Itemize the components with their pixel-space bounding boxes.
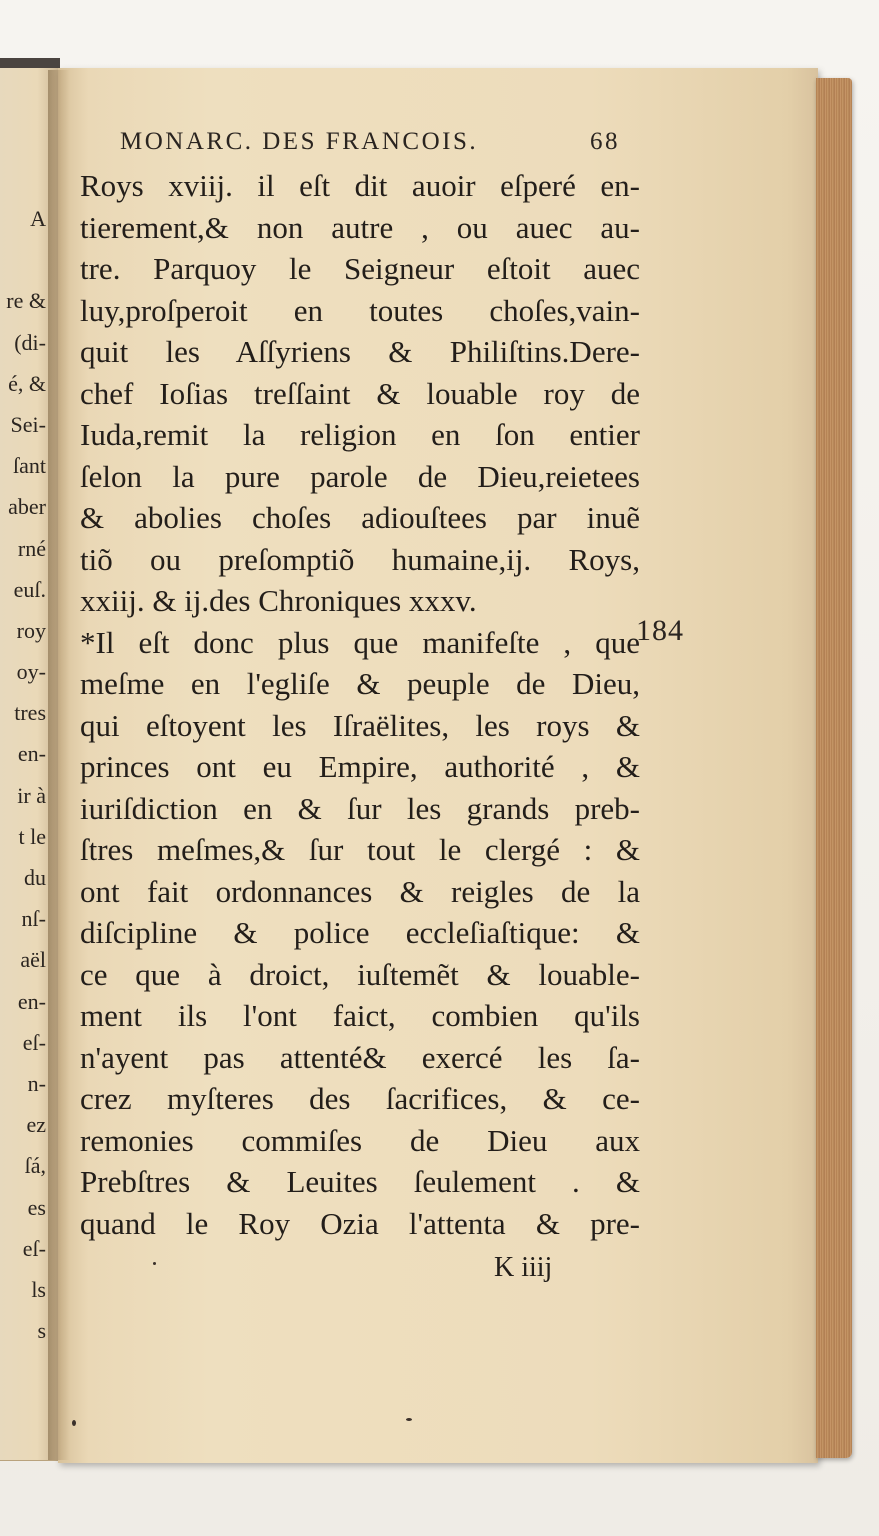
left-page-fragment: ſant	[13, 453, 46, 479]
left-page-fragment: re &	[6, 288, 46, 314]
text-line: diſcipline & police eccleſiaſtique: &	[80, 915, 640, 950]
left-page-fragment: n-	[27, 1070, 46, 1096]
text-line: *Il eſt donc plus que manifeſte , que	[80, 624, 640, 660]
text-line: iuriſdiction en & ſur les grands preb-	[80, 790, 640, 826]
left-page-fragment: du	[24, 865, 46, 890]
text-line: meſme en l'egliſe & peuple de Dieu,	[80, 666, 640, 701]
left-page-fragment: s	[37, 1318, 46, 1344]
text-line: ſtres meſmes,& ſur tout le clergé : &	[80, 832, 640, 867]
left-page-fragment: eſ-	[22, 1235, 46, 1261]
signature-mark: K iiij	[494, 1252, 553, 1283]
left-page-fragment: t le	[18, 823, 46, 849]
left-page-fragment: eſ-	[22, 1029, 46, 1055]
left-page-fragment: aber	[8, 494, 46, 520]
left-page-fragment: es	[27, 1194, 46, 1220]
left-page-fragment: (di-	[14, 329, 46, 355]
left-page-fragment: nſ-	[21, 906, 46, 932]
body-text	[80, 165, 640, 1244]
left-page-fragment: ls	[31, 1276, 46, 1302]
text-line: Roys xviij. il eſt dit auoir eſperé en-	[80, 168, 640, 203]
text-line: ſelon la pure parole de Dieu,reietees	[80, 458, 640, 494]
left-page-fragment: Sei-	[10, 411, 46, 437]
margin-note: 184	[636, 614, 684, 647]
text-line: quand le Roy Ozia l'attenta & pre-	[80, 1205, 640, 1241]
left-page-fragment	[0, 239, 46, 280]
ink-speck	[72, 1420, 76, 1426]
running-head	[120, 120, 620, 164]
book-gutter	[48, 70, 70, 1460]
text-line: chef Ioſias treſſaint & louable roy de	[80, 375, 640, 411]
left-page-fragment: A	[30, 206, 46, 231]
text-line: quit les Aſſyriens & Philiſtins.Dere-	[80, 334, 640, 369]
left-page-fragment: roy	[16, 617, 46, 643]
left-page-fragment: tres	[14, 700, 46, 726]
text-line: qui eſtoyent les Iſraëlites, les roys &	[80, 707, 640, 743]
text-line: ont fait ordonnances & reigles de la	[80, 873, 640, 909]
left-page-fragment: euſ.	[13, 576, 46, 602]
left-page-fragment: en-	[17, 988, 46, 1014]
text-line: Prebſtres & Leuites ſeulement . &	[80, 1164, 640, 1199]
ink-speck	[406, 1418, 412, 1421]
left-page-fragment: ſá,	[24, 1153, 46, 1179]
text-line: remonies commiſes de Dieu aux	[80, 1122, 640, 1158]
left-page-fragment: ez	[26, 1112, 46, 1138]
left-page-fragment: é, &	[8, 370, 46, 396]
text-line: ce que à droict, iuſtemẽt & louable-	[80, 956, 640, 992]
text-line: ment ils l'ont faict, combien qu'ils	[80, 998, 640, 1033]
text-line: xxiij. & ij.des Chroniques xxxv.	[80, 583, 477, 618]
text-line: crez myſteres des ſacrifices, & ce-	[80, 1081, 640, 1116]
left-page-fragment: rné	[17, 535, 46, 561]
text-line: & abolies choſes adiouſtees par inuẽ	[80, 500, 640, 535]
text-line: tiõ ou preſomptiõ humaine,ij. Roys,	[80, 541, 640, 577]
left-page-fragment: oy-	[16, 659, 46, 685]
page-edges	[816, 78, 852, 1458]
left-page-fragment: en-	[17, 741, 46, 767]
running-head-title: MONARC. DES FRANCOIS.	[120, 128, 479, 155]
text-line: Iuda,remit la religion en ſon entier	[80, 417, 640, 452]
text-line: princes ont eu Empire, authorité , &	[80, 749, 640, 784]
left-page-fragment: ir à	[17, 782, 46, 808]
text-line: tierement,& non autre , ou auec au-	[80, 209, 640, 245]
left-page-fragment: aël	[20, 947, 46, 973]
text-line: tre. Parquoy le Seigneur eſtoit auec	[80, 251, 640, 286]
text-line: n'ayent pas attenté& exercé les ſa-	[80, 1039, 640, 1075]
text-line: luy,proſperoit en toutes choſes,vain-	[80, 292, 640, 328]
ink-speck	[153, 1262, 156, 1265]
left-page-text	[0, 198, 46, 1351]
page-number: 68	[590, 128, 620, 155]
